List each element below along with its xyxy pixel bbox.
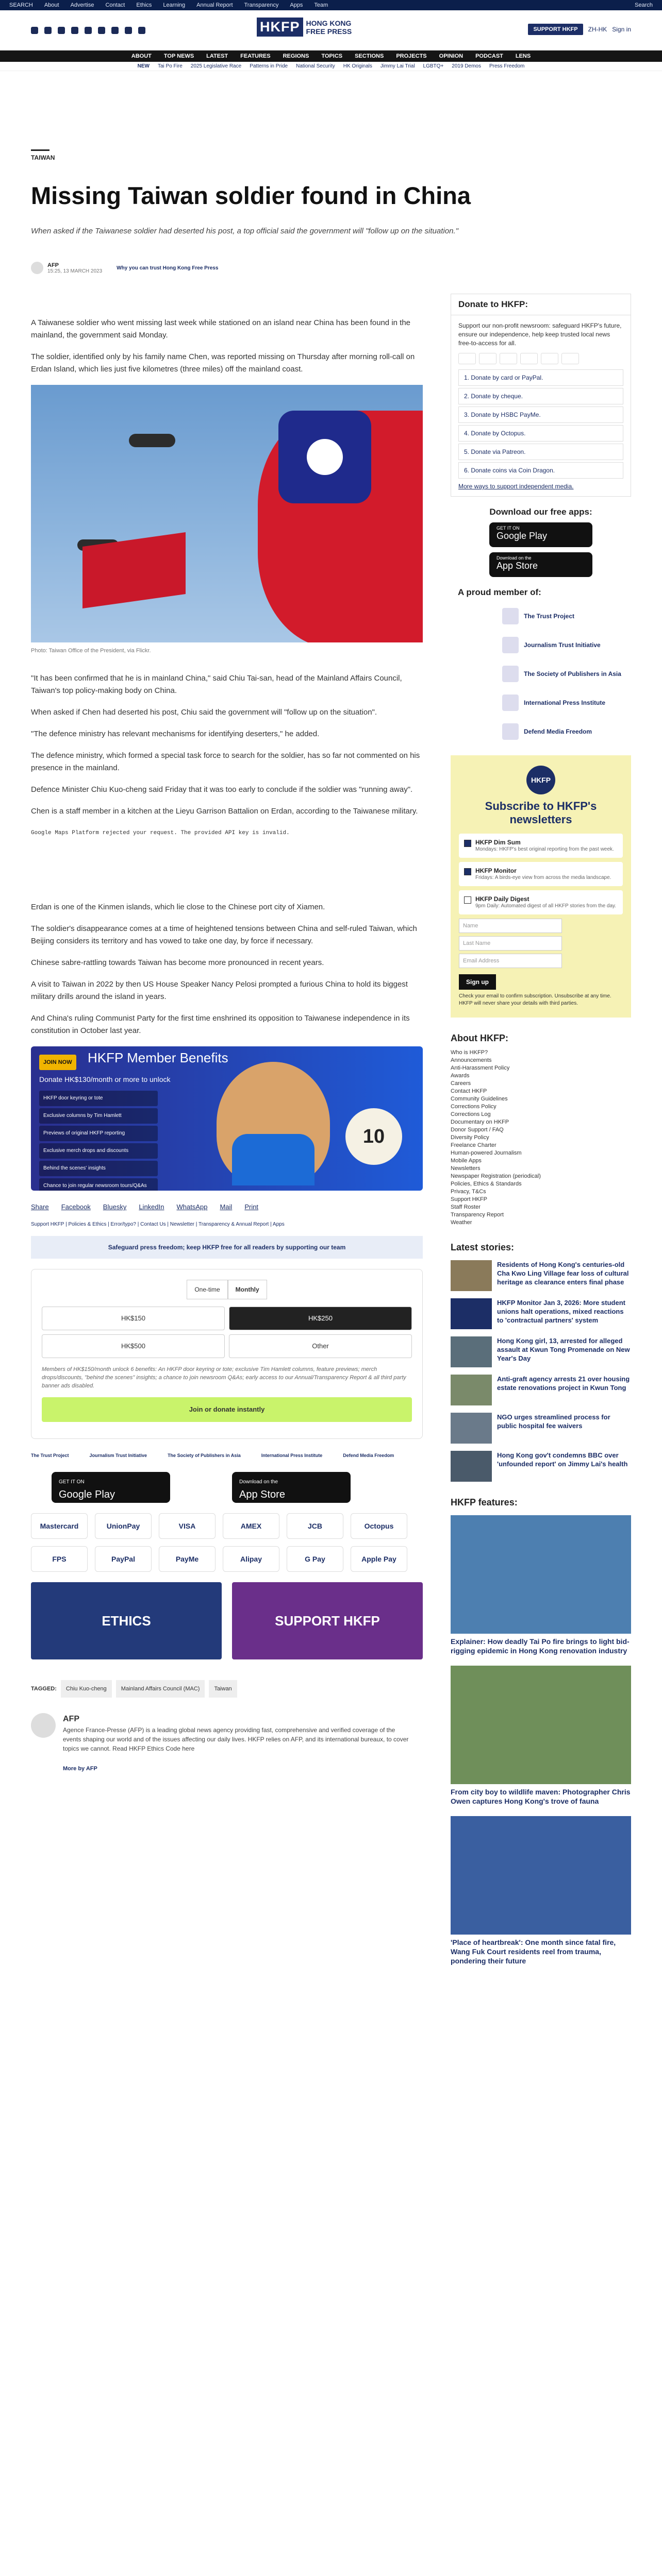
app-store-label: App Store [496, 561, 538, 571]
about-heading: About HKFP: [451, 1033, 508, 1043]
nav-regions[interactable]: REGIONS [283, 53, 309, 59]
banner-title: HKFP Member Benefits [88, 1050, 228, 1065]
member-org[interactable] [502, 723, 631, 740]
newsletter-title: HKFP Dim Sum [475, 839, 521, 846]
org-name: International Press Institute [524, 699, 606, 706]
telegram-icon[interactable] [111, 27, 119, 34]
promo-cards [31, 1582, 423, 1659]
about-link[interactable]: Support HKFP [451, 1196, 487, 1202]
paragraph: "The defence ministry has relevant mechanisms for identifying deserters," he added. [31, 730, 320, 738]
story-item[interactable] [451, 1375, 631, 1405]
story-thumbnail [451, 1413, 492, 1444]
trending-link[interactable]: Patterns in Pride [250, 63, 288, 69]
partner-logo[interactable]: The Trust Project [31, 1453, 69, 1458]
photo-caption: Photo: Taiwan Office of the President, via Flickr. [31, 648, 151, 654]
main-nav [0, 50, 662, 62]
features-heading: HKFP features: [451, 1497, 518, 1507]
topbar-link-team[interactable]: Team [314, 2, 328, 8]
about-link[interactable]: Donor Support / FAQ [451, 1127, 504, 1133]
sign-up-button[interactable]: Sign up [459, 974, 496, 990]
member-org[interactable] [502, 694, 631, 711]
apps-heading: Download our free apps: [489, 507, 592, 517]
trending-link[interactable]: Jimmy Lai Trial [380, 63, 415, 69]
feature-image [451, 1816, 631, 1935]
logo-text: HONG KONG FREE PRESS [306, 19, 352, 36]
story-item[interactable] [451, 1336, 631, 1367]
about-link[interactable]: Mobile Apps [451, 1158, 482, 1164]
email-input[interactable]: Email Address [459, 954, 562, 968]
map-error: Google Maps Platform rejected your request. The provided API key is invalid. [31, 830, 290, 836]
story-title: Anti-graft agency arrests 21 over housing estate renovations project in Kwun Tong [497, 1375, 630, 1392]
partner-logo[interactable]: Journalism Trust Initiative [89, 1453, 147, 1458]
newsletter-desc: 9pm Daily: Automated digest of all HKFP stories from the day. [475, 903, 617, 909]
about-link[interactable]: Freelance Charter [451, 1142, 496, 1148]
about-link[interactable]: Newsletters [451, 1165, 481, 1172]
paragraph: Chinese sabre-rattling towards Taiwan has become more pronounced in recent years. [31, 958, 324, 967]
footer-links[interactable]: Support HKFP | Policies & Ethics | Error/typo? | Contact Us | Newsletter | Transparency & Annual Report | Apps [31, 1222, 285, 1227]
benefit-list [39, 1091, 158, 1191]
top-bar [0, 0, 662, 10]
amount-options [42, 1307, 412, 1358]
trending-link[interactable]: Tai Po Fire [157, 63, 183, 69]
about-link[interactable]: Announcements [451, 1057, 492, 1063]
story-item[interactable] [451, 1260, 631, 1291]
card-icon [541, 353, 558, 364]
org-name: The Trust Project [524, 613, 575, 620]
feature-item[interactable] [451, 1816, 631, 1965]
checkbox-icon[interactable] [464, 840, 471, 847]
author-avatar [31, 262, 43, 274]
tag[interactable]: Chiu Kuo-cheng [61, 1680, 112, 1698]
newsletter-fine-print: Check your email to confirm subscription. Unsubscribe at any time. HKFP will never share your details with third parties. [459, 993, 611, 1006]
newsletter-logo: HKFP [526, 766, 555, 794]
benefit-item: Previews of original HKFP reporting [39, 1126, 158, 1141]
article-title: Missing Taiwan soldier found in China [31, 182, 471, 209]
story-item[interactable] [451, 1413, 631, 1444]
share-bar [31, 1201, 423, 1213]
topbar-link-search[interactable]: Search [635, 2, 653, 8]
new-label: NEW [137, 63, 150, 69]
article-body [31, 317, 423, 1775]
trending-bar [0, 62, 662, 71]
donate-option[interactable]: 3. Donate by HSBC PayMe. [458, 406, 623, 423]
about-link[interactable]: Staff Roster [451, 1204, 481, 1210]
author-box [31, 1713, 423, 1775]
topbar-link-transparency[interactable]: Transparency [244, 2, 279, 8]
about-link[interactable]: Community Guidelines [451, 1096, 508, 1102]
newsletter-desc: Fridays: A birds-eye view from across the media landscape. [475, 875, 611, 880]
about-list [451, 1049, 631, 1227]
google-play-small: GET IT ON [496, 526, 520, 531]
language-link[interactable]: ZH-HK [588, 26, 607, 33]
card-icon [520, 353, 538, 364]
org-name: Defend Media Freedom [524, 728, 592, 735]
author-bio: Agence France-Presse (AFP) is a leading global news agency providing fast, comprehensive and verified coverage of the events shaping our world and of the issues affecting our daily lives. HKFP relies on AFP, and its international bureaux, to cover topics we cannot. Read HKFP Ethics Code here [63, 1726, 409, 1752]
about-link[interactable]: Privacy, T&Cs [451, 1189, 486, 1195]
byline [31, 262, 218, 274]
story-item[interactable] [451, 1298, 631, 1329]
rss-icon[interactable] [138, 27, 145, 34]
feature-title: From city boy to wildlife maven: Photographer Chris Owen captures Hong Kong's trove of fauna [451, 1788, 631, 1805]
feature-title: 'Place of heartbreak': One month since fatal fire, Wang Fuk Court residents reel from trauma, pondering their future [451, 1938, 616, 1965]
visa-icon: VISA [159, 1513, 216, 1539]
org-name: Journalism Trust Initiative [524, 641, 601, 649]
amex-icon: AMEX [223, 1513, 279, 1539]
payment-methods [31, 1513, 423, 1572]
paragraph: Defence Minister Chiu Kuo-cheng said Friday that it was too early to conclude if the soldier was "running away". [31, 785, 413, 794]
about-link[interactable]: Policies, Ethics & Standards [451, 1181, 522, 1187]
org-icon [502, 666, 519, 682]
benefit-item: HKFP door keyring or tote [39, 1091, 158, 1106]
linkedin-icon[interactable] [85, 27, 92, 34]
site-logo[interactable] [257, 18, 353, 37]
sign-in-link[interactable]: Sign in [612, 26, 631, 33]
sidebar-google-play-button[interactable] [489, 522, 592, 547]
nav-lens[interactable]: LENS [515, 53, 531, 59]
features-widget [451, 1497, 631, 1965]
card-icon [479, 353, 496, 364]
app-store-label: App Store [239, 1489, 285, 1500]
support-hkfp-button[interactable]: SUPPORT HKFP [528, 24, 583, 35]
mascot-illustration [217, 1062, 330, 1185]
more-by-author-link[interactable]: More by AFP [63, 1766, 97, 1772]
app-store-button[interactable] [232, 1472, 351, 1503]
section-kicker[interactable]: TAIWAN [31, 149, 49, 161]
about-link[interactable]: Careers [451, 1080, 471, 1087]
ethics-promo[interactable]: ETHICS [31, 1582, 222, 1659]
octopus-icon: Octopus [351, 1513, 407, 1539]
benefit-item: Behind the scenes' insights [39, 1161, 158, 1176]
topbar-link-ethics[interactable]: Ethics [136, 2, 152, 8]
google-play-label: Google Play [59, 1489, 115, 1500]
story-title: Hong Kong girl, 13, arrested for alleged assault at Kwun Tong Promenade on New Year's Day [497, 1337, 630, 1362]
card-icon [500, 353, 517, 364]
share-print[interactable]: Print [244, 1203, 259, 1211]
topbar-link-learning[interactable]: Learning [163, 2, 186, 8]
about-link[interactable]: Corrections Policy [451, 1104, 496, 1110]
x-icon[interactable] [31, 27, 38, 34]
about-link[interactable]: Transparency Report [451, 1212, 504, 1218]
org-icon [502, 723, 519, 740]
partner-logo[interactable]: The Society of Publishers in Asia [168, 1453, 241, 1458]
about-link[interactable]: Anti-Harassment Policy [451, 1065, 510, 1071]
donate-text: Support our non-profit newsroom: safeguard HKFP's future, ensure our independence, help keep trusted local news free-to-access for all. [458, 322, 622, 347]
about-link[interactable]: Awards [451, 1073, 470, 1079]
story-title: NGO urges streamlined process for public hospital fee waivers [497, 1413, 610, 1430]
about-link[interactable]: Contact HKFP [451, 1088, 487, 1094]
article-lede: When asked if the Taiwanese soldier had deserted his post, a top official said the government will "follow up on the situation." [31, 227, 458, 235]
paragraph: A Taiwanese soldier who went missing last week while stationed on an island near China has been found in the mainland, the government said Monday. [31, 318, 411, 340]
alipay-icon: Alipay [223, 1546, 279, 1572]
newsletter-title: HKFP Monitor [475, 867, 517, 874]
donate-option[interactable]: 5. Donate via Patreon. [458, 444, 623, 460]
amount-option-other[interactable]: Other [229, 1334, 412, 1358]
benefit-item: Exclusive columns by Tim Hamlett [39, 1108, 158, 1124]
member-org[interactable] [502, 666, 631, 682]
about-link[interactable]: Weather [451, 1219, 472, 1226]
amount-option[interactable]: HK$150 [42, 1307, 225, 1330]
newsletter-title: HKFP Daily Digest [475, 895, 529, 903]
member-org[interactable] [502, 608, 631, 624]
tag-list [31, 1680, 423, 1698]
topbar-link-contact[interactable]: Contact [105, 2, 125, 8]
partner-logo[interactable]: International Press Institute [261, 1453, 323, 1458]
more-ways-link[interactable]: More ways to support independent media. [458, 483, 574, 490]
app-store-small: Download on the [496, 555, 532, 561]
fps-icon: FPS [31, 1546, 88, 1572]
threads-icon[interactable] [71, 27, 78, 34]
newsletter-option[interactable] [459, 834, 623, 858]
article-photo [31, 385, 423, 642]
paragraph: A visit to Taiwan in 2022 by then US House Speaker Nancy Pelosi prompted a furious China to hold its biggest military drills around the island in years. [31, 980, 408, 1001]
newsletter-option[interactable] [459, 862, 623, 886]
share-label: Share [31, 1203, 49, 1211]
about-link[interactable]: Corrections Log [451, 1111, 491, 1117]
nav-topics[interactable]: TOPICS [321, 53, 343, 59]
mail-icon[interactable] [125, 27, 132, 34]
monthly-tab[interactable]: Monthly [228, 1280, 267, 1299]
helicopter [129, 434, 175, 447]
nav-projects[interactable]: PROJECTS [396, 53, 427, 59]
paragraph: "It has been confirmed that he is in mainland China," said Chiu Tai-san, head of the Mainland Affairs Council, Taiwan's top policy-making body on China. [31, 674, 402, 695]
feature-item[interactable] [451, 1515, 631, 1655]
author-avatar [31, 1713, 56, 1738]
amount-option-selected[interactable]: HK$250 [229, 1307, 412, 1330]
about-link[interactable]: Documentary on HKFP [451, 1119, 509, 1125]
benefit-item: Exclusive merch drops and discounts [39, 1143, 158, 1159]
member-heading: A proud member of: [458, 587, 541, 597]
share-whatsapp[interactable]: WhatsApp [176, 1203, 208, 1211]
google-play-small: GET IT ON [59, 1479, 85, 1485]
org-icon [502, 694, 519, 711]
story-title: HKFP Monitor Jan 3, 2026: More student unions halt operations, mixed reactions to 'contractual partners' system [497, 1299, 625, 1324]
feature-title: Explainer: How deadly Tai Po fire brings to light bid-rigging epidemic in Hong Kong renovation industry [451, 1637, 630, 1655]
trending-link[interactable]: HK Originals [343, 63, 372, 69]
about-link[interactable]: Who is HKFP? [451, 1049, 488, 1056]
app-buttons [52, 1472, 402, 1503]
app-store-small: Download on the [239, 1479, 278, 1485]
jcb-icon: JCB [287, 1513, 343, 1539]
frequency-toggle [42, 1280, 412, 1299]
feature-image [451, 1666, 631, 1784]
instagram-icon[interactable] [58, 27, 65, 34]
story-item[interactable] [451, 1451, 631, 1482]
story-thumbnail [451, 1336, 492, 1367]
card-icon [561, 353, 579, 364]
name-input[interactable]: Name [459, 919, 562, 933]
donate-option[interactable]: 1. Donate by card or PayPal. [458, 369, 623, 386]
google-play-button[interactable] [52, 1472, 170, 1503]
latest-widget [451, 1242, 631, 1482]
youtube-icon[interactable] [98, 27, 105, 34]
story-title: Hong Kong gov't condemns BBC over 'unfounded report' on Jimmy Lai's health [497, 1451, 628, 1468]
support-promo[interactable]: SUPPORT HKFP [232, 1582, 423, 1659]
partner-logo[interactable]: Defend Media Freedom [343, 1453, 394, 1458]
trending-link[interactable]: LGBTQ+ [423, 63, 444, 69]
checkbox-icon[interactable] [464, 868, 471, 875]
mastercard-icon: Mastercard [31, 1513, 88, 1539]
donate-option[interactable]: 2. Donate by cheque. [458, 388, 623, 404]
share-mail[interactable]: Mail [220, 1203, 233, 1211]
sidebar-app-store-button[interactable] [489, 552, 592, 577]
trending-link[interactable]: Press Freedom [489, 63, 525, 69]
org-name: The Society of Publishers in Asia [524, 670, 621, 677]
social-icons [31, 27, 145, 34]
story-title: Residents of Hong Kong's centuries-old Cha Kwo Ling Village fear loss of cultural heritage as clearance enters final phase [497, 1261, 629, 1286]
org-icon [502, 608, 519, 624]
tagged-label: TAGGED: [31, 1686, 57, 1692]
amount-option[interactable]: HK$500 [42, 1334, 225, 1358]
org-icon [502, 637, 519, 653]
safeguard-banner[interactable]: Safeguard press freedom; keep HKFP free for all readers by supporting our team [31, 1236, 423, 1259]
nav-latest[interactable]: LATEST [206, 53, 228, 59]
donation-note: Members of HK$150/month unlock 6 benefits: An HKFP door keyring or tote; exclusive Tim Hamlett columns, feature previews; merch drops/discounts, "behind the scenes" insights; a chance to join newsroom Q&As; early access to our Annual/Transparency Report & all third party banner ads disabled. [42, 1366, 406, 1389]
nav-about[interactable]: ABOUT [131, 53, 152, 59]
story-thumbnail [451, 1375, 492, 1405]
trust-link[interactable]: Why you can trust Hong Kong Free Press [117, 265, 219, 271]
paragraph: And China's ruling Communist Party for the first time enshrined its opposition to Taiwanese independence in its constitution in October last year. [31, 1014, 410, 1035]
benefit-item: Chance to join regular newsroom tours/Q&As [39, 1178, 158, 1191]
tag[interactable]: Mainland Affairs Council (MAC) [116, 1680, 205, 1698]
member-benefits-banner[interactable] [31, 1046, 423, 1191]
latest-heading: Latest stories: [451, 1242, 515, 1252]
paragraph: The soldier, identified only by his family name Chen, was reported missing on Thursday after morning roll-call on Erdan Island, which lies just five kilometres (three miles) off the mainland coast. [31, 352, 415, 374]
donation-box [31, 1269, 423, 1439]
feature-item[interactable] [451, 1666, 631, 1806]
unionpay-icon: UnionPay [95, 1513, 152, 1539]
nav-top-news[interactable]: TOP NEWS [163, 53, 194, 59]
join-now-badge[interactable]: JOIN NOW [39, 1055, 76, 1070]
paypal-icon: PayPal [95, 1546, 152, 1572]
nav-podcast[interactable]: PODCAST [475, 53, 503, 59]
paragraph: When asked if Chen had deserted his post, Chiu said the government will "follow up on the situation". [31, 708, 377, 717]
paragraph: Chen is a staff member in a kitchen at the Lieyu Garrison Battalion on Erdan, according to the Taiwanese military. [31, 807, 418, 816]
facebook-icon[interactable] [44, 27, 52, 34]
topbar-link-annual-report[interactable]: Annual Report [196, 2, 233, 8]
gpay-icon: G Pay [287, 1546, 343, 1572]
member-org[interactable] [502, 637, 631, 653]
newsletter-desc: Mondays: HKFP's best original reporting from the past week. [475, 846, 614, 852]
topbar-link-about[interactable]: About [44, 2, 59, 8]
search-link[interactable]: SEARCH [9, 2, 33, 8]
donate-option[interactable]: 6. Donate coins via Coin Dragon. [458, 462, 623, 479]
about-link[interactable]: Human-powered Journalism [451, 1150, 522, 1156]
share-linkedin[interactable]: LinkedIn [139, 1203, 164, 1211]
share-bluesky[interactable]: Bluesky [103, 1203, 127, 1211]
paragraph: The soldier's disappearance comes at a time of heightened tensions between China and self-ruled Taiwan, which Beijing considers its territory and has vowed to take one day, by force if necessary. [31, 924, 417, 945]
about-link[interactable]: Diversity Policy [451, 1134, 489, 1141]
card-icons [458, 353, 623, 364]
author-box-name[interactable]: AFP [63, 1715, 79, 1723]
nav-sections[interactable]: SECTIONS [355, 53, 384, 59]
logo-mark: HKFP [257, 18, 303, 37]
paragraph: Erdan is one of the Kinmen islands, which lie close to the Chinese port city of Xiamen. [31, 903, 325, 911]
last-name-input[interactable]: Last Name [459, 936, 562, 951]
publish-date: 15:25, 13 MARCH 2023 [47, 268, 103, 274]
site-header [0, 10, 662, 50]
trending-link[interactable]: 2019 Demos [452, 63, 481, 69]
topbar-link-apps[interactable]: Apps [290, 2, 303, 8]
donate-widget [451, 294, 631, 497]
taiwan-flag [258, 411, 423, 642]
about-link[interactable]: Newspaper Registration (periodical) [451, 1173, 541, 1179]
share-facebook[interactable]: Facebook [61, 1203, 91, 1211]
tag[interactable]: Taiwan [209, 1680, 237, 1698]
apple-pay-icon: Apple Pay [351, 1546, 407, 1572]
newsletter-widget [451, 755, 631, 1018]
partner-logos [31, 1449, 423, 1462]
sidebar [451, 294, 631, 1976]
nav-features[interactable]: FEATURES [240, 53, 271, 59]
author-name[interactable]: AFP [47, 262, 59, 268]
nav-opinion[interactable]: OPINION [439, 53, 464, 59]
paragraph: The defence ministry, which formed a special task force to search for the soldier, has so far not commented on his presence in the mainland. [31, 751, 420, 772]
newsletter-option[interactable] [459, 890, 623, 914]
payme-icon: PayMe [159, 1546, 216, 1572]
story-thumbnail [451, 1298, 492, 1329]
anniversary-badge: 10 [345, 1108, 402, 1165]
google-play-label: Google Play [496, 531, 548, 541]
feature-image [451, 1515, 631, 1634]
trending-link[interactable]: National Security [296, 63, 335, 69]
card-icon [458, 353, 476, 364]
story-thumbnail [451, 1260, 492, 1291]
about-widget [451, 1033, 631, 1227]
story-thumbnail [451, 1451, 492, 1482]
newsletter-heading: Subscribe to HKFP's newsletters [485, 800, 597, 826]
donate-button[interactable]: Join or donate instantly [42, 1397, 412, 1422]
donate-heading: Donate to HKFP: [451, 294, 631, 315]
donate-option[interactable]: 4. Donate by Octopus. [458, 425, 623, 442]
one-time-tab[interactable]: One-time [187, 1280, 227, 1299]
banner-subtitle: Donate HK$130/month or more to unlock [39, 1075, 171, 1083]
topbar-link-advertise[interactable]: Advertise [70, 2, 94, 8]
trending-link[interactable]: 2025 Legislative Race [190, 63, 242, 69]
checkbox-icon[interactable] [464, 896, 471, 904]
